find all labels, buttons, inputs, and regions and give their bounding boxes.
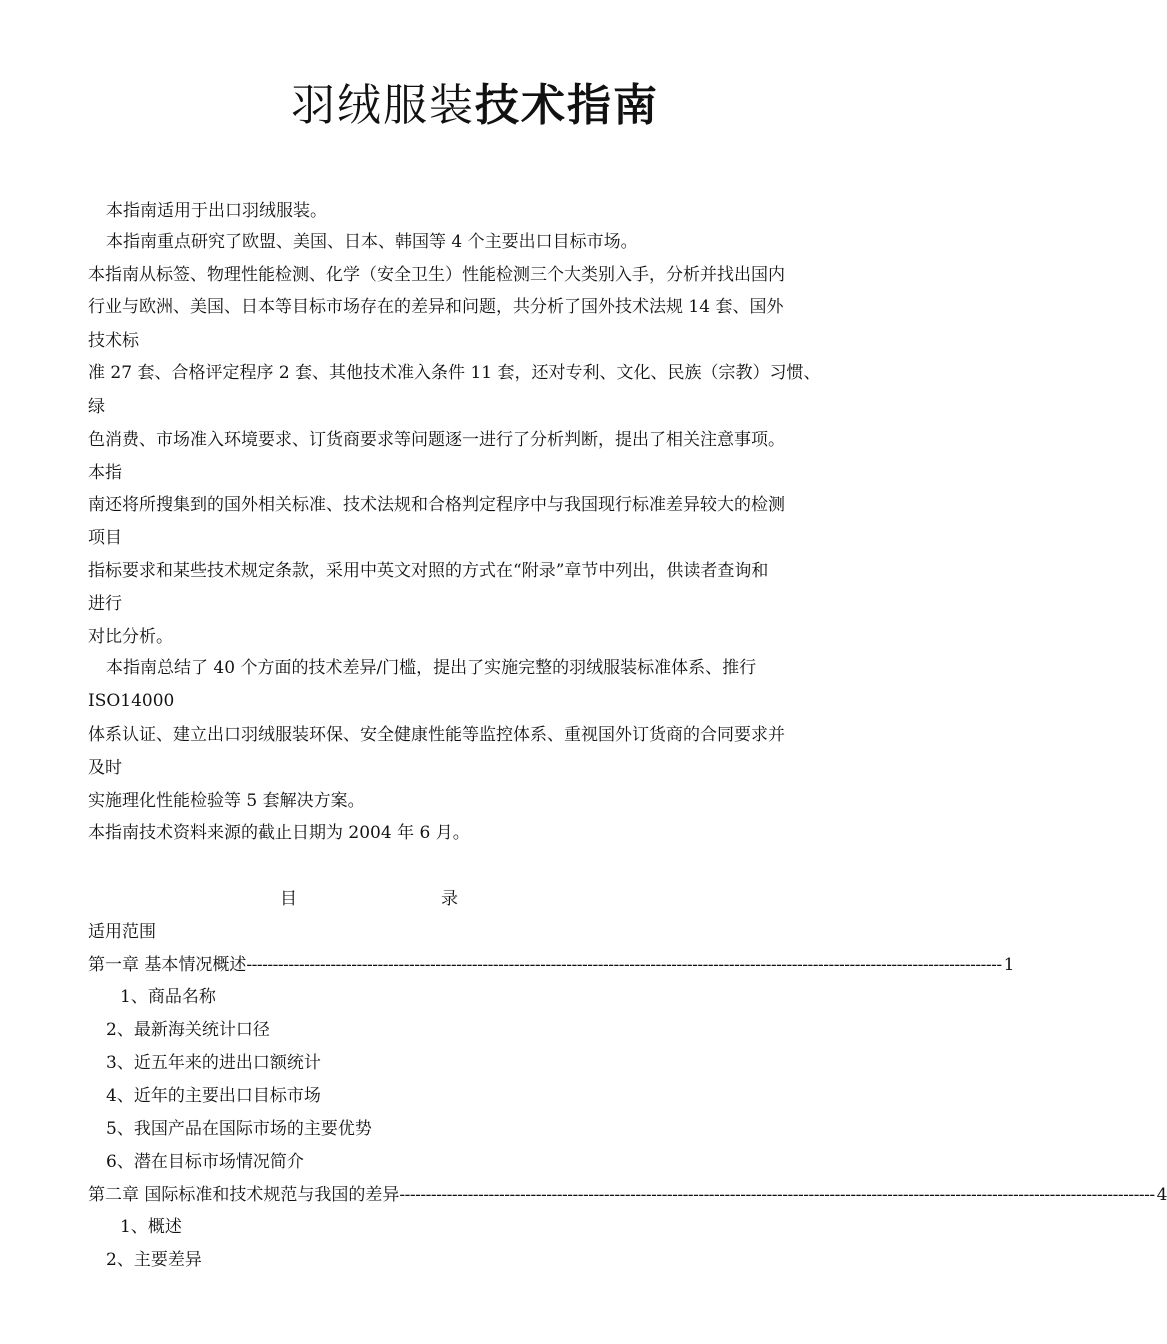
paragraph-line: 南还将所搜集到的国外相关标准、技术法规和合格判定程序中与我国现行标准差异较大的检测	[88, 495, 785, 515]
toc-item: 1、商品名称	[120, 987, 216, 1007]
paragraph-line: 色消费、市场准入环境要求、订货商要求等问题逐一进行了分析判断，提出了相关注意事项。	[88, 430, 785, 450]
toc-item: 4、近年的主要出口目标市场	[106, 1086, 321, 1106]
paragraph-line: 行业与欧洲、美国、日本等目标市场存在的差异和问题，共分析了国外技术法规 14 套、国外	[88, 297, 784, 317]
paragraph-line: 项目	[88, 528, 122, 548]
paragraph-line: 体系认证、建立出口羽绒服装环保、安全健康性能等监控体系、重视国外订货商的合同要求并	[88, 725, 785, 745]
title-part-2: 技术指南	[475, 80, 659, 131]
paragraph-line: 技术标	[88, 331, 139, 351]
toc-chapter-2-label: 第二章 国际标准和技术规范与我国的差异	[88, 1185, 400, 1205]
paragraph-line: 实施理化性能检验等 5 套解决方案。	[88, 791, 365, 811]
toc-item: 5、我国产品在国际市场的主要优势	[106, 1119, 372, 1139]
document-title	[0, 78, 950, 134]
toc-item: 1、概述	[120, 1217, 182, 1237]
paragraph-line: 绿	[88, 397, 105, 417]
toc-leader-dashes: ------------------------------------------------------------------------------------------------------------------------------------------------	[399, 1185, 1155, 1205]
toc-item: 2、主要差异	[106, 1250, 202, 1270]
paragraph-line: 本指南适用于出口羽绒服装。	[106, 201, 327, 221]
toc-leader-dashes: ------------------------------------------------------------------------------------------------------------------------------------------------	[246, 955, 1002, 975]
paragraph-line: 及时	[88, 758, 122, 778]
paragraph-line: 本指南技术资料来源的截止日期为 2004 年 6 月。	[88, 823, 470, 843]
toc-chapter-1	[88, 954, 1015, 976]
toc-heading-left: 目	[280, 889, 297, 909]
paragraph-line: 进行	[88, 594, 122, 614]
toc-chapter-1-page: 1	[1003, 955, 1015, 975]
paragraph-line: 对比分析。	[88, 627, 173, 647]
toc-chapter-1-label: 第一章 基本情况概述	[88, 955, 247, 975]
paragraph-line: 准 27 套、合格评定程序 2 套、其他技术准入条件 11 套，还对专利、文化、民族（宗教）习惯、	[88, 363, 821, 383]
paragraph-line: ISO14000	[88, 691, 175, 711]
paragraph-line: 本指南总结了 40 个方面的技术差异/门槛，提出了实施完整的羽绒服装标准体系、推行	[106, 658, 757, 678]
paragraph-line: 本指南重点研究了欧盟、美国、日本、韩国等 4 个主要出口目标市场。	[106, 232, 638, 252]
toc-chapter-2	[88, 1184, 1167, 1206]
toc-item: 6、潜在目标市场情况简介	[106, 1152, 304, 1172]
toc-item: 2、最新海关统计口径	[106, 1020, 270, 1040]
toc-chapter-2-page: 4	[1156, 1185, 1167, 1205]
title-part-1: 羽绒服装	[291, 80, 475, 131]
toc-scope: 适用范围	[88, 922, 156, 942]
paragraph-line: 本指南从标签、物理性能检测、化学（安全卫生）性能检测三个大类别入手，分析并找出国内	[88, 265, 785, 285]
paragraph-line: 本指	[88, 463, 122, 483]
toc-item: 3、近五年来的进出口额统计	[106, 1053, 321, 1073]
paragraph-line: 指标要求和某些技术规定条款，采用中英文对照的方式在“附录”章节中列出，供读者查询和	[88, 561, 769, 581]
toc-heading-right: 录	[441, 889, 458, 909]
